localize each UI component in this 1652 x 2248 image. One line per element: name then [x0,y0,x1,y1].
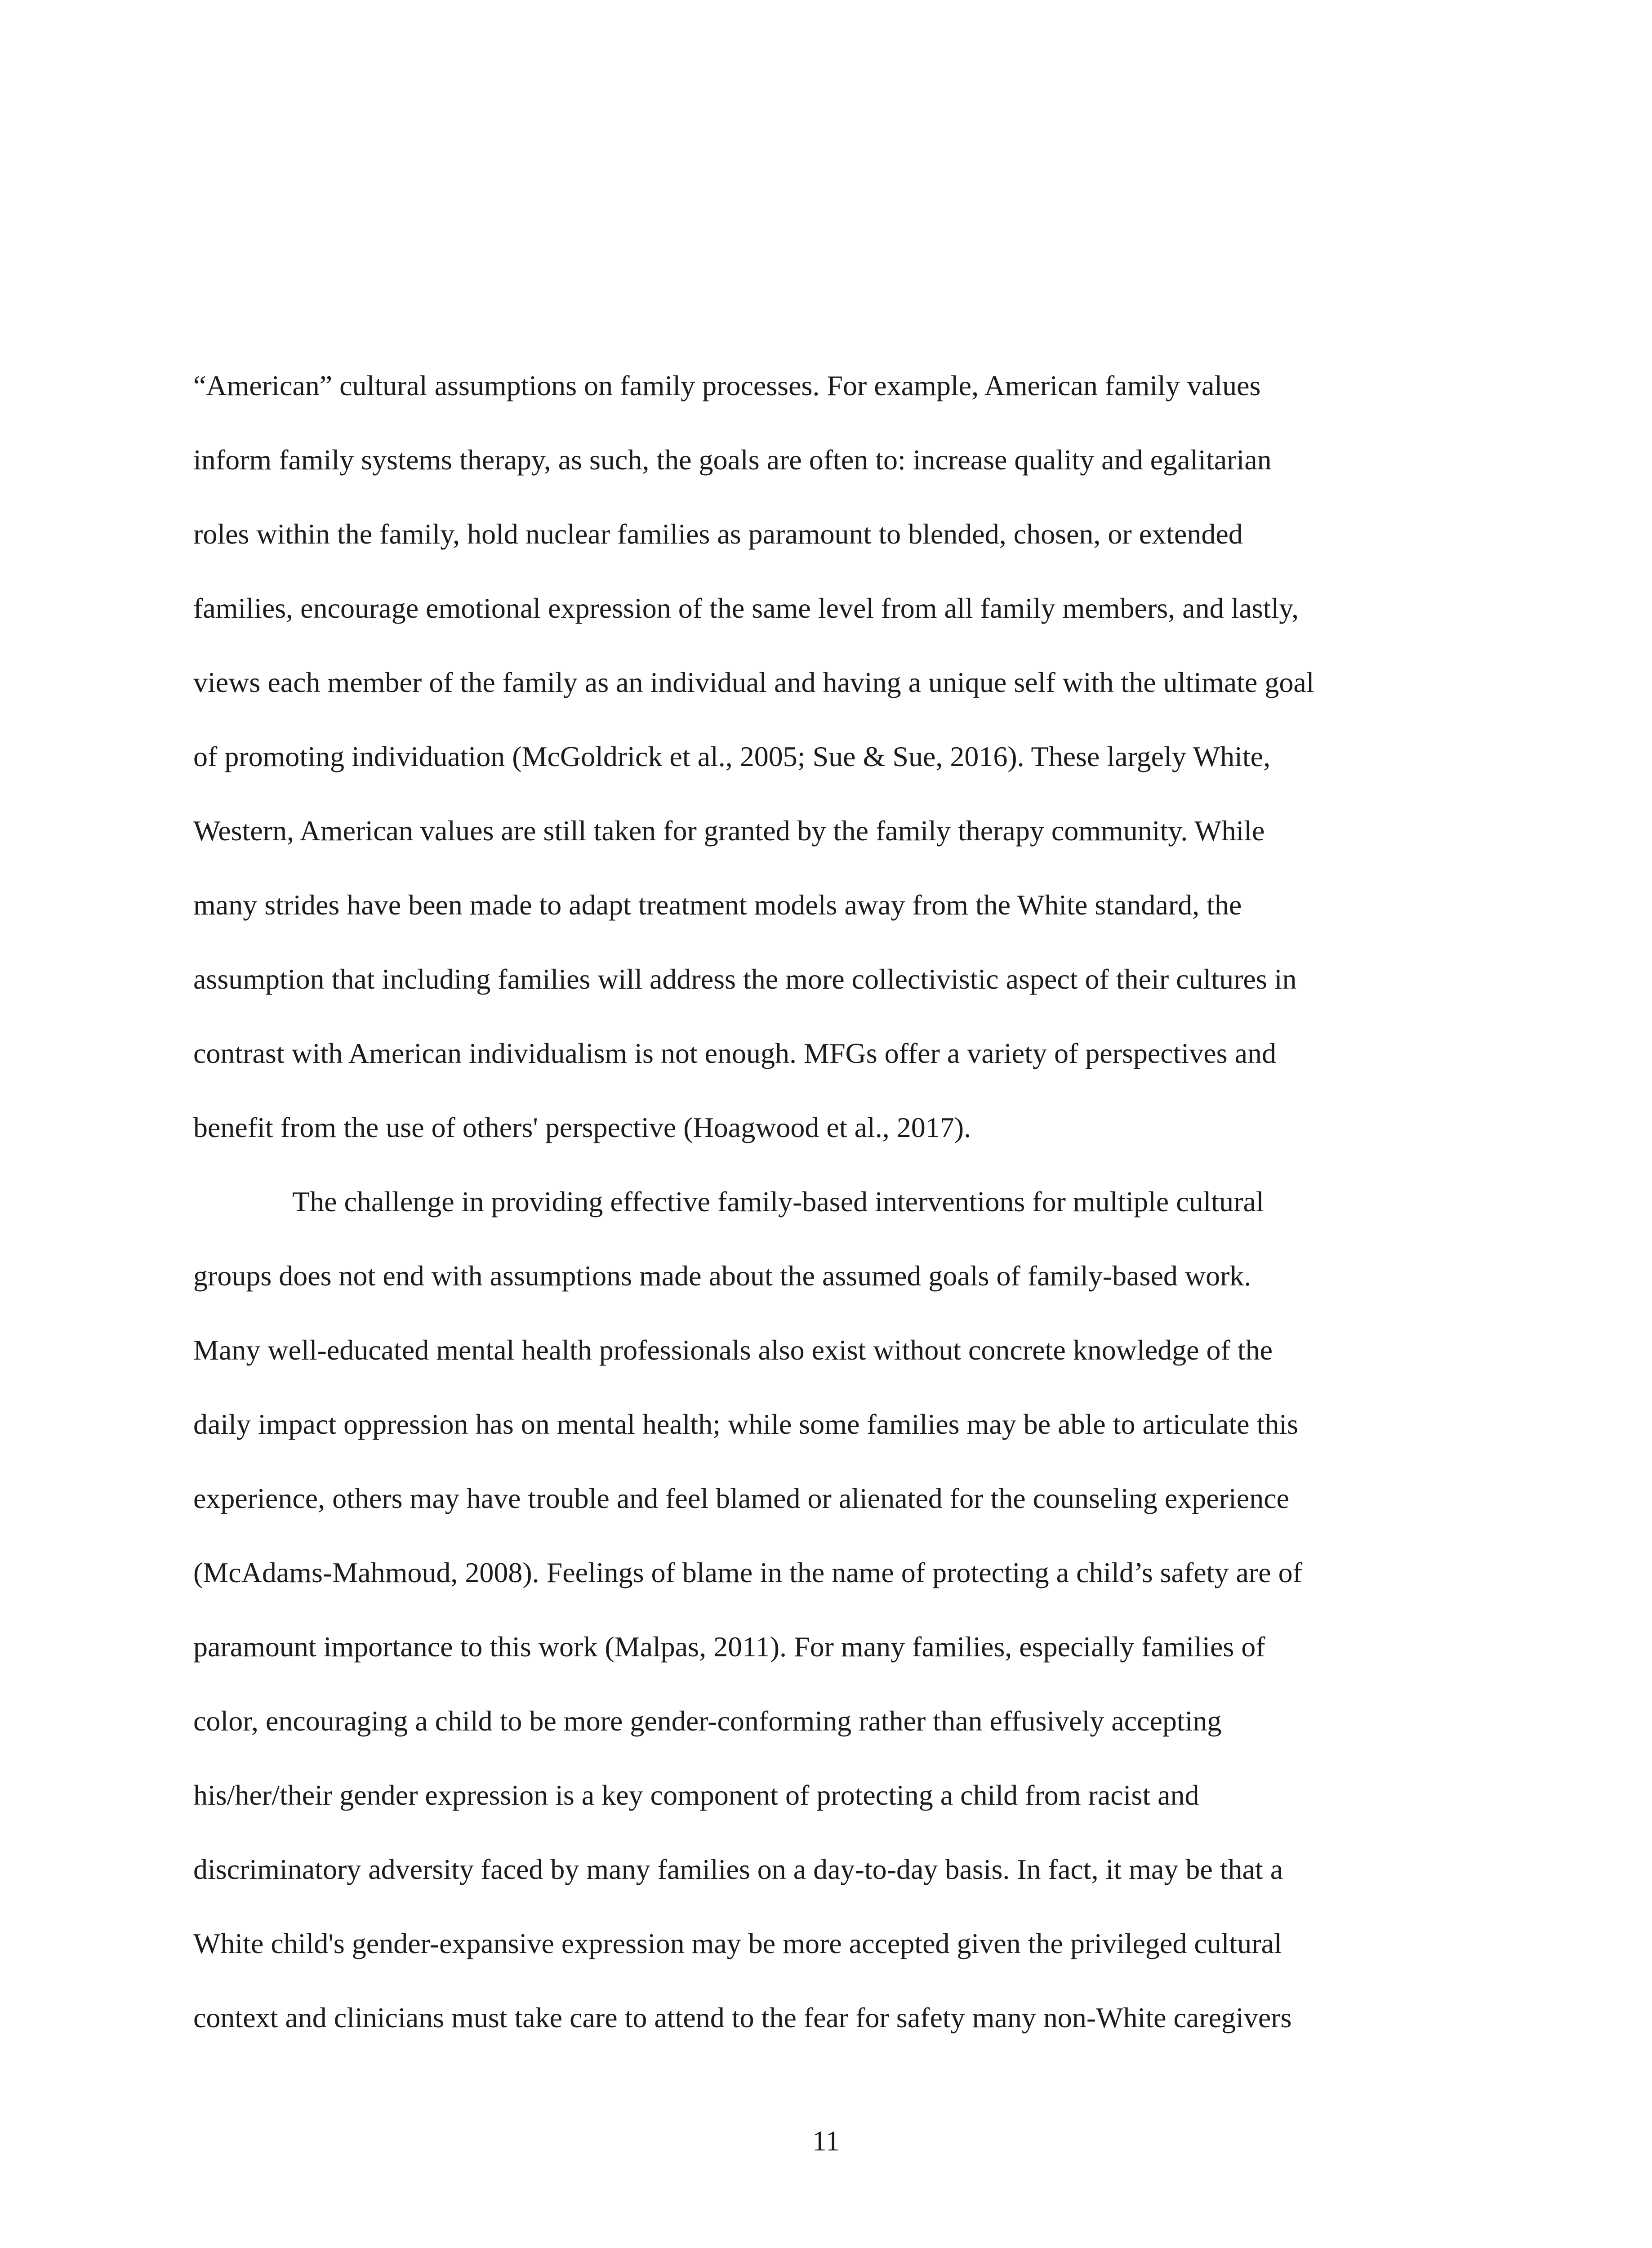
page-number: 11 [812,2125,840,2157]
text-line: Western, American values are still taken for granted by the family therapy community. While [193,815,1265,847]
text-line: contrast with American individualism is not enough. MFGs offer a variety of perspectives and [193,1037,1276,1069]
text-line: White child's gender-expansive expression may be more accepted given the privileged cultural [193,1927,1282,1959]
text-line: of promoting individuation (McGoldrick et al., 2005; Sue & Sue, 2016). These largely White, [193,740,1271,772]
text-line: color, encouraging a child to be more gender-conforming rather than effusively accepting [193,1705,1222,1737]
text-line: context and clinicians must take care to attend to the fear for safety many non-White caregivers [193,2002,1292,2034]
text-line: experience, others may have trouble and feel blamed or alienated for the counseling experience [193,1482,1289,1514]
text-line: roles within the family, hold nuclear families as paramount to blended, chosen, or extended [193,518,1243,550]
text-line: views each member of the family as an individual and having a unique self with the ultimate goal [193,666,1314,698]
text-line: daily impact oppression has on mental health; while some families may be able to articulate this [193,1408,1298,1440]
text-line: inform family systems therapy, as such, the goals are often to: increase quality and egalitarian [193,444,1272,476]
text-line: his/her/their gender expression is a key component of protecting a child from racist and [193,1779,1199,1811]
text-line: many strides have been made to adapt treatment models away from the White standard, the [193,889,1242,921]
text-line: paramount importance to this work (Malpas, 2011). For many families, especially families of [193,1631,1265,1663]
text-line: “American” cultural assumptions on family processes. For example, American family values [193,370,1261,401]
text-line: (McAdams-Mahmoud, 2008). Feelings of blame in the name of protecting a child’s safety are of [193,1557,1302,1588]
text-line: families, encourage emotional expression of the same level from all family members, and lastly, [193,592,1299,624]
text-line: Many well-educated mental health professionals also exist without concrete knowledge of the [193,1334,1273,1366]
paragraph-first-line: The challenge in providing effective family-based interventions for multiple cultural [292,1186,1264,1218]
text-line: groups does not end with assumptions made about the assumed goals of family-based work. [193,1260,1251,1292]
text-line: benefit from the use of others' perspective (Hoagwood et al., 2017). [193,1111,971,1143]
text-line: discriminatory adversity faced by many families on a day-to-day basis. In fact, it may be that a [193,1853,1283,1885]
text-line: assumption that including families will address the more collectivistic aspect of their cultures in [193,963,1297,995]
